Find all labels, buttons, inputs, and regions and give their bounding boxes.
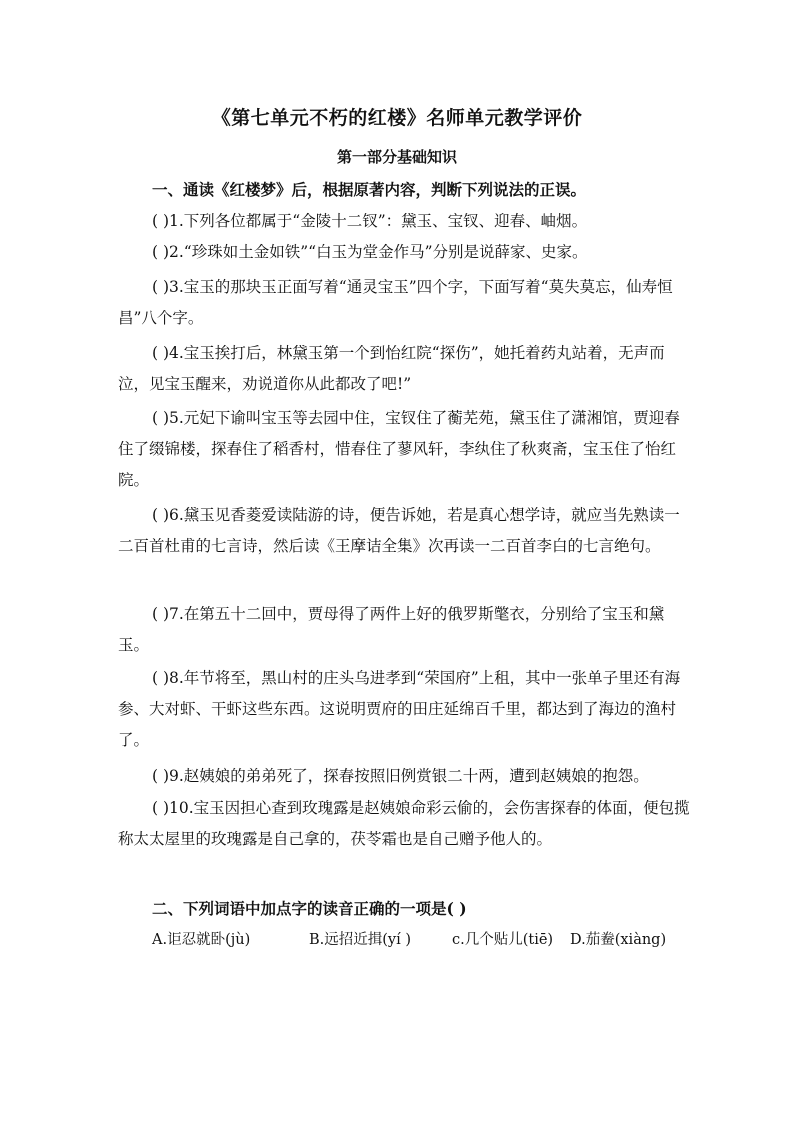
- question-4: ( )4.宝玉挨打后，林黛玉第一个到怡红院“探伤”，她托着药丸站着，无声而泣，见宝玉醒来，劝说道你从此都改了吧!”: [118, 344, 665, 393]
- answer-options: [152, 928, 666, 949]
- question-6: ( )6.黛玉见香菱爱读陆游的诗，便告诉她，若是真心想学诗，就应当先熟读一二百首杜甫的七言诗，然后读《王摩诘全集》次再读一二百首李白的七言绝句。: [118, 506, 680, 555]
- option-d: D.茄鲞(xiàng): [570, 932, 667, 948]
- question-1: ( )1.下列各位都属于“金陵十二钗”：黛玉、宝钗、迎春、岫烟。: [152, 212, 588, 230]
- question-3: ( )3.宝玉的那块玉正面写着“通灵宝玉”四个字，下面写着“莫失莫忘，仙寿恒昌”八个字。: [118, 278, 673, 327]
- option-a: A.讵忍就卧(jù): [152, 932, 251, 948]
- part-subtitle: 第一部分基础知识: [336, 148, 457, 166]
- question-10: ( )10.宝玉因担心查到玫瑰露是赵姨娘命彩云偷的，会伤害探春的体面，便包揽称太太屋里的玫瑰露是自己拿的，茯苓霜也是自己赠予他人的。: [118, 799, 690, 848]
- question-7: ( )7.在第五十二回中，贾母得了两件上好的俄罗斯氅衣，分别给了宝玉和黛玉。: [118, 605, 665, 654]
- question-5: ( )5.元妃下谕叫宝玉等去园中住，宝钗住了蘅芜苑，黛玉住了潇湘馆，贾迎春住了缀锦楼，探春住了稻香村，惜春住了蓼风轩，李纨住了秋爽斋，宝玉住了怡红院。: [118, 409, 680, 489]
- question-9: ( )9.赵姨娘的弟弟死了，探春按照旧例赏银二十两，遭到赵姨娘的抱怨。: [152, 767, 649, 785]
- option-c: c.几个贴儿(tiē): [452, 932, 554, 948]
- question-8: ( )8.年节将至，黑山村的庄头乌进孝到“荣国府”上租，其中一张单子里还有海参、大对虾、干虾这些东西。这说明贾府的田庄延绵百千里，都达到了海边的渔村了。: [118, 669, 681, 749]
- option-b: B.远招近揖(yí ): [309, 932, 412, 948]
- section-2-heading: 二、下列词语中加点字的读音正确的一项是( ): [152, 899, 467, 918]
- question-2: ( )2.“珍珠如土金如铁”“白玉为堂金作马”分别是说薛家、史家。: [152, 243, 588, 261]
- section-1-heading: 一、通读《红楼梦》后，根据原著内容，判断下列说法的正误。: [152, 180, 587, 199]
- page-title: 《第七单元不朽的红楼》名师单元教学评价: [211, 107, 583, 129]
